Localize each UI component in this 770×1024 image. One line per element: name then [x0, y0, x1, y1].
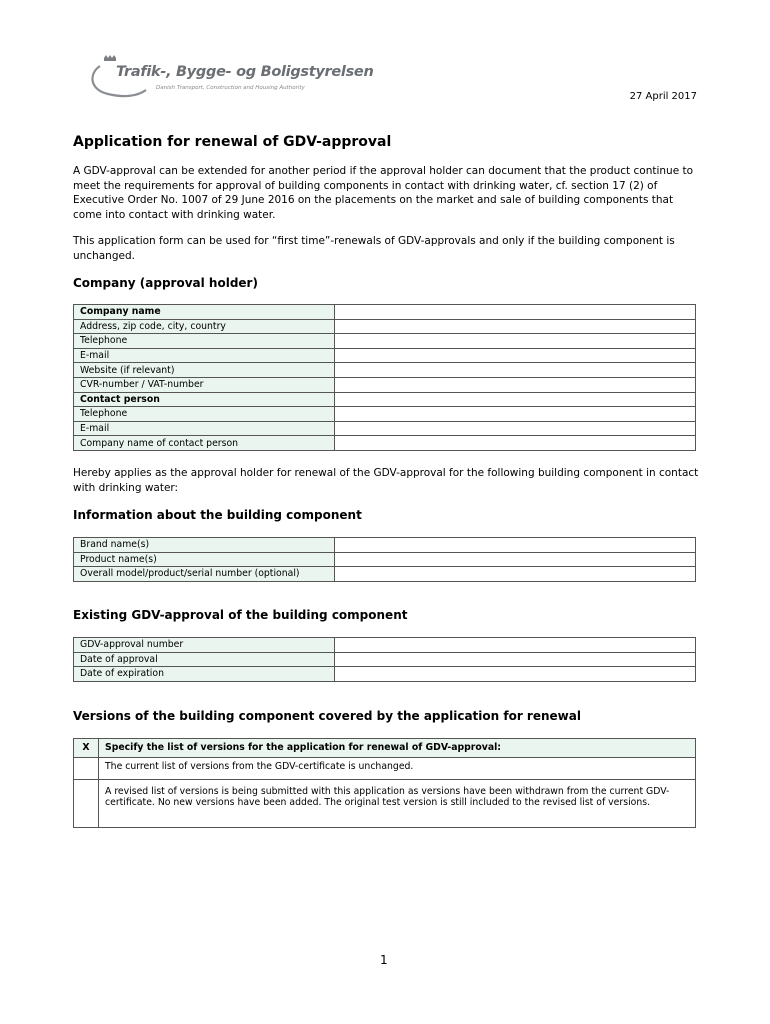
versions-col-x: X	[74, 739, 99, 758]
authority-logo	[86, 52, 374, 102]
existing-approval-table	[73, 637, 696, 682]
form-row	[74, 421, 696, 436]
company-heading: Company (approval holder)	[73, 276, 258, 290]
existing-approval-heading: Existing GDV-approval of the building component	[73, 608, 408, 622]
field-label: GDV-approval number	[74, 638, 335, 653]
field-input[interactable]	[335, 552, 696, 567]
document-date: 27 April 2017	[629, 91, 697, 102]
field-input[interactable]	[335, 407, 696, 422]
version-option-row[interactable]	[74, 779, 696, 827]
form-row	[74, 377, 696, 392]
field-label: Address, zip code, city, country	[74, 319, 335, 334]
field-label: Brand name(s)	[74, 538, 335, 553]
versions-table	[73, 738, 696, 828]
form-row	[74, 363, 696, 378]
field-label: Company name of contact person	[74, 436, 335, 451]
field-label: E-mail	[74, 421, 335, 436]
form-row	[74, 407, 696, 422]
field-input[interactable]	[335, 638, 696, 653]
field-label: Telephone	[74, 334, 335, 349]
version-option-text: The current list of versions from the GDV-certificate is unchanged.	[99, 757, 696, 779]
company-table	[73, 304, 696, 451]
form-row	[74, 319, 696, 334]
field-label: Date of expiration	[74, 667, 335, 682]
field-label: Overall model/product/serial number (optional)	[74, 567, 335, 582]
field-label: Contact person	[74, 392, 335, 407]
field-input[interactable]	[335, 363, 696, 378]
field-input[interactable]	[335, 334, 696, 349]
field-input[interactable]	[335, 319, 696, 334]
version-option-checkbox[interactable]	[74, 779, 99, 827]
form-row	[74, 305, 696, 320]
field-label: Website (if relevant)	[74, 363, 335, 378]
form-row	[74, 538, 696, 553]
versions-heading: Versions of the building component covered by the application for renewal	[73, 709, 581, 723]
versions-header-row	[74, 739, 696, 758]
form-row	[74, 436, 696, 451]
field-input[interactable]	[335, 667, 696, 682]
form-row	[74, 552, 696, 567]
field-label: CVR-number / VAT-number	[74, 377, 335, 392]
version-option-row[interactable]	[74, 757, 696, 779]
page-title: Application for renewal of GDV-approval	[73, 134, 392, 150]
form-row	[74, 638, 696, 653]
field-label: Telephone	[74, 407, 335, 422]
versions-col-header: Specify the list of versions for the application for renewal of GDV-approval:	[99, 739, 696, 758]
intro-paragraph-2: This application form can be used for “first time”-renewals of GDV-approvals and only if the building component is unchanged.	[73, 235, 675, 262]
page-number: 1	[380, 953, 388, 967]
field-input[interactable]	[335, 421, 696, 436]
form-row	[74, 652, 696, 667]
field-input[interactable]	[335, 392, 696, 407]
field-label: Product name(s)	[74, 552, 335, 567]
form-row	[74, 667, 696, 682]
component-heading: Information about the building component	[73, 508, 362, 522]
form-row	[74, 392, 696, 407]
logo-name: Trafik-, Bygge- og Boligstyrelsen	[116, 64, 374, 80]
intro-paragraph-1: A GDV-approval can be extended for another period if the approval holder can document that the product continue to meet the requirements for approval of building components in contact with drinking water, cf. section 17 (2) of Executive Order No. 1007 of 29 June 2016 on the placements on the market and sale of building components that come into contact with drinking water.	[73, 165, 694, 222]
field-input[interactable]	[335, 567, 696, 582]
component-table	[73, 537, 696, 582]
field-label: Company name	[74, 305, 335, 320]
form-row	[74, 348, 696, 363]
version-option-text: A revised list of versions is being submitted with this application as versions have been withdrawn from the current GDV-certificate. No new versions have been added. The original test version is still included to the revised list of versions.	[99, 779, 696, 827]
field-input[interactable]	[335, 538, 696, 553]
version-option-checkbox[interactable]	[74, 757, 99, 779]
hereby-paragraph: Hereby applies as the approval holder for renewal of the GDV-approval for the following building component in contact with drinking water:	[73, 467, 699, 494]
field-input[interactable]	[335, 436, 696, 451]
form-row	[74, 334, 696, 349]
field-label: Date of approval	[74, 652, 335, 667]
form-row	[74, 567, 696, 582]
field-input[interactable]	[335, 377, 696, 392]
field-input[interactable]	[335, 348, 696, 363]
field-input[interactable]	[335, 652, 696, 667]
field-label: E-mail	[74, 348, 335, 363]
field-input[interactable]	[335, 305, 696, 320]
logo-subtitle: Danish Transport, Construction and Housing Authority	[156, 85, 305, 91]
